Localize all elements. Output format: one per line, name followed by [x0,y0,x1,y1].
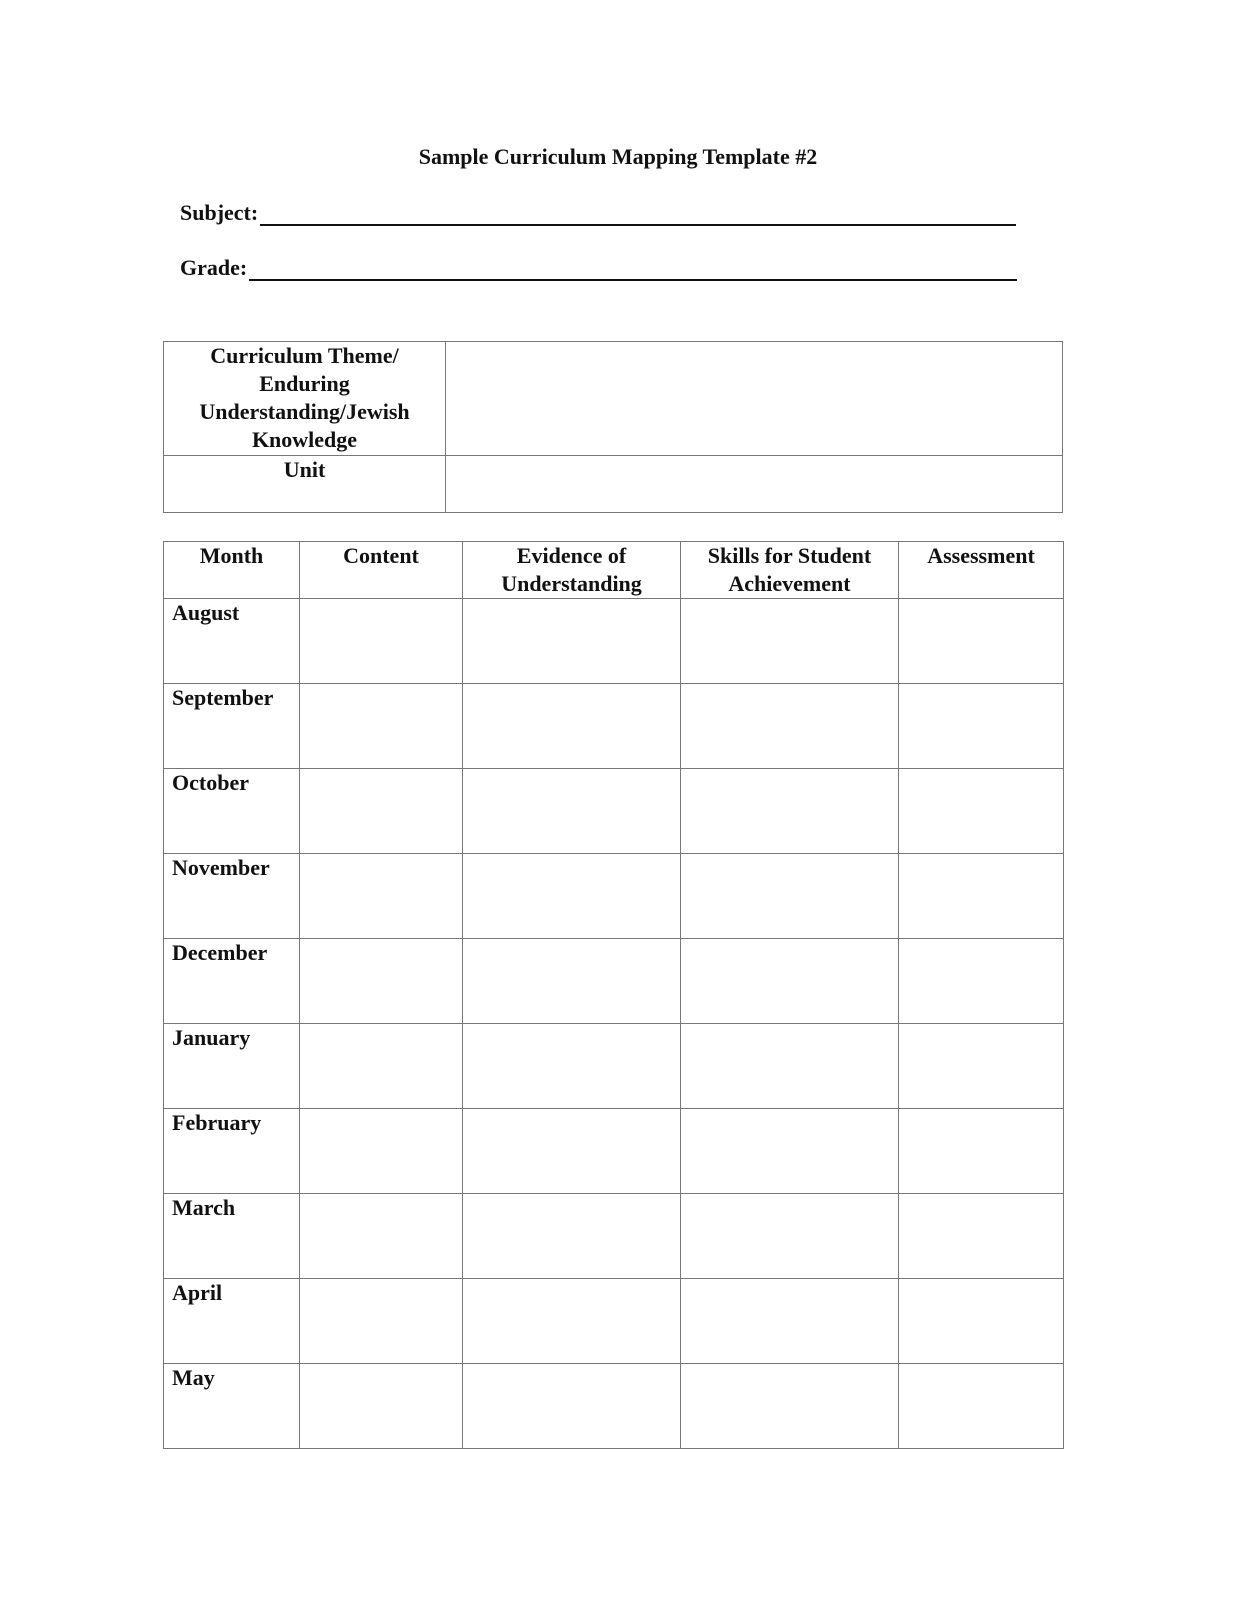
assessment-cell[interactable] [899,939,1064,1024]
theme-label-cell: Curriculum Theme/ Enduring Understanding/Jewish Knowledge [164,342,446,456]
month-cell: January [164,1024,300,1109]
month-cell: March [164,1194,300,1279]
skills-cell[interactable] [681,1024,899,1109]
assessment-cell[interactable] [899,599,1064,684]
theme-row [164,342,1063,456]
unit-label-cell: Unit [164,456,446,513]
subject-label: Subject: [180,200,259,225]
content-cell[interactable] [300,1364,463,1449]
header-assessment: Assessment [899,542,1064,599]
month-rows [164,599,1064,1449]
month-cell: November [164,854,300,939]
month-cell: December [164,939,300,1024]
header-month: Month [164,542,300,599]
content-cell[interactable] [300,1194,463,1279]
month-mapping-table [163,541,1064,1449]
skills-cell[interactable] [681,1194,899,1279]
content-cell[interactable] [300,1024,463,1109]
grade-label: Grade: [180,255,248,280]
theme-input-cell[interactable] [446,342,1063,456]
assessment-cell[interactable] [899,1024,1064,1109]
skills-cell[interactable] [681,854,899,939]
evidence-cell[interactable] [463,1279,681,1364]
table-row [164,854,1064,939]
table-row [164,684,1064,769]
evidence-cell[interactable] [463,1364,681,1449]
unit-input-cell[interactable] [446,456,1063,513]
month-cell: August [164,599,300,684]
assessment-cell[interactable] [899,1279,1064,1364]
skills-cell[interactable] [681,1109,899,1194]
table-row [164,599,1064,684]
month-cell: April [164,1279,300,1364]
header-evidence: Evidence of Understanding [463,542,681,599]
assessment-cell[interactable] [899,684,1064,769]
skills-cell[interactable] [681,599,899,684]
content-cell[interactable] [300,1109,463,1194]
assessment-cell[interactable] [899,1194,1064,1279]
content-cell[interactable] [300,599,463,684]
evidence-cell[interactable] [463,599,681,684]
evidence-cell[interactable] [463,939,681,1024]
content-cell[interactable] [300,684,463,769]
evidence-cell[interactable] [463,1109,681,1194]
evidence-cell[interactable] [463,769,681,854]
content-cell[interactable] [300,1279,463,1364]
table-row [164,1279,1064,1364]
table-row [164,1109,1064,1194]
month-cell: October [164,769,300,854]
month-cell: September [164,684,300,769]
content-cell[interactable] [300,939,463,1024]
table-row [164,1194,1064,1279]
skills-cell[interactable] [681,939,899,1024]
grade-field [180,255,1017,281]
table-row [164,939,1064,1024]
subject-blank-line[interactable] [260,204,1016,226]
unit-row [164,456,1063,513]
grade-blank-line[interactable] [249,259,1017,281]
document-title: Sample Curriculum Mapping Template #2 [418,144,818,169]
header-row [164,542,1064,599]
evidence-cell[interactable] [463,684,681,769]
assessment-cell[interactable] [899,854,1064,939]
header-skills: Skills for Student Achievement [681,542,899,599]
skills-cell[interactable] [681,684,899,769]
table-row [164,769,1064,854]
theme-unit-table [163,341,1063,513]
table-row [164,1024,1064,1109]
subject-field [180,200,1016,226]
skills-cell[interactable] [681,769,899,854]
skills-cell[interactable] [681,1279,899,1364]
month-cell: May [164,1364,300,1449]
assessment-cell[interactable] [899,1109,1064,1194]
evidence-cell[interactable] [463,854,681,939]
header-content: Content [300,542,463,599]
skills-cell[interactable] [681,1364,899,1449]
evidence-cell[interactable] [463,1024,681,1109]
table-row [164,1364,1064,1449]
content-cell[interactable] [300,769,463,854]
month-cell: February [164,1109,300,1194]
evidence-cell[interactable] [463,1194,681,1279]
assessment-cell[interactable] [899,769,1064,854]
assessment-cell[interactable] [899,1364,1064,1449]
content-cell[interactable] [300,854,463,939]
